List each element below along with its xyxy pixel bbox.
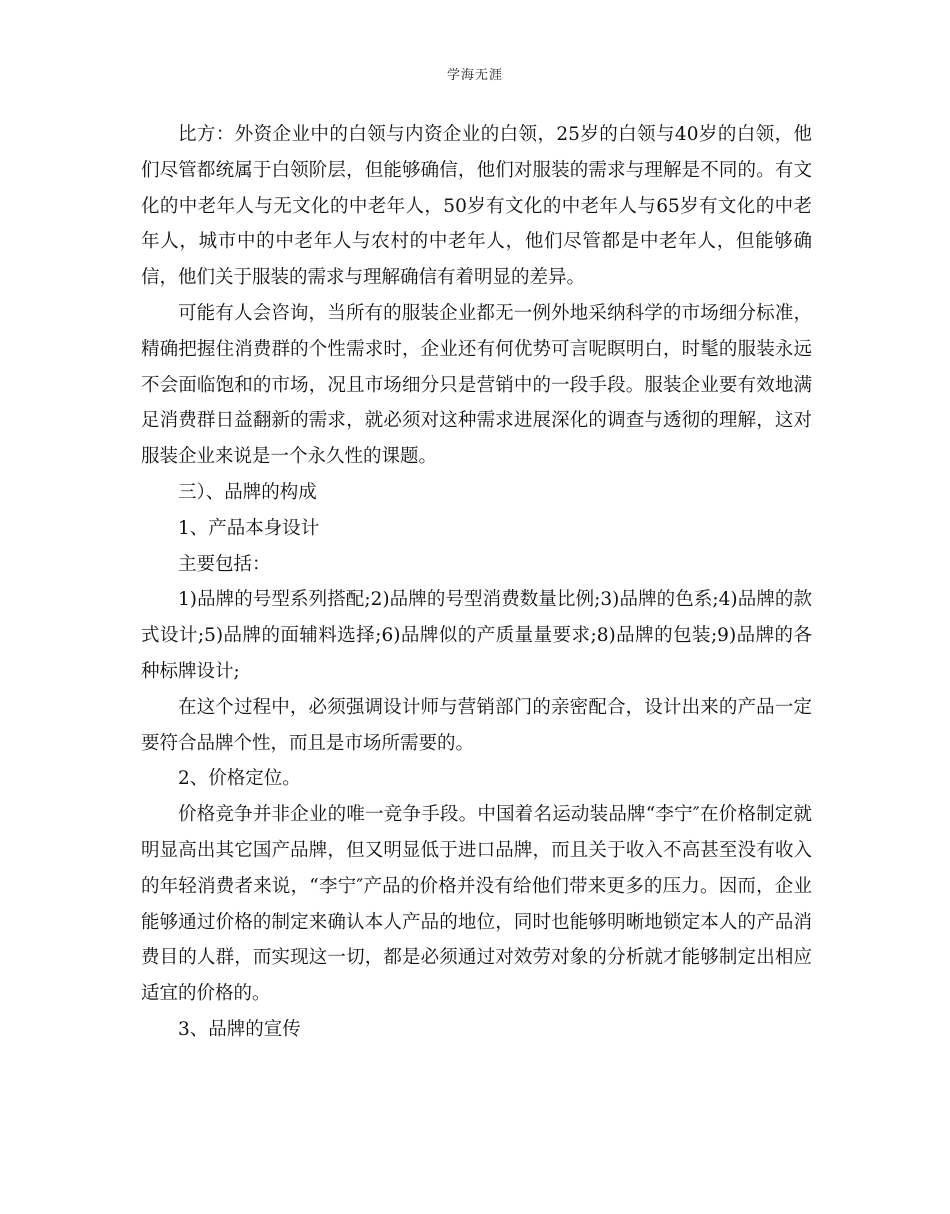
paragraph-market-segmentation: 可能有人会咨询，当所有的服装企业都无一例外地采纳科学的市场细分标准，精确把握住消费群的个性需求时，企业还有何优势可言呢瞑明白，时髦的服装永远不会面临饱和的市场，况且市场细分只是营销中的一段手段。服装企业要有效地满足消费群日益翻新的需求，就必须对这种需求进展深化的调查与透彻的理解，这对服装企业来说是一个永久性的课题。	[141, 302, 812, 468]
paragraph-price-competition: 价格竞争并非企业的唯一竞争手段。中国着名运动装品牌“李宁″在价格制定就明显高出其它国产品牌，但又明显低于进口品牌，而且关于收入不高甚至没有收入的年轻消费者来说，“李宁″产品的价格并没有给他们带来更多的压力。因而，企业能够通过价格的制定来确认本人产品的地位，同时也能够明晰地锁定本人的产品消费目的人群，而实现这一切，都是必须通过对效劳对象的分析就才能够制定出相应适宜的价格的。	[141, 804, 812, 1005]
document-body	[141, 117, 812, 1048]
paragraph-main-includes: 主要包括：	[178, 553, 271, 575]
heading-price-positioning: 2、价格定位。	[178, 768, 301, 790]
paragraph-design-list: 1)品牌的号型系列搭配;2)品牌的号型消费数量比例;3)品牌的色系;4)品牌的款式设计;5)品牌的面辅料选择;6)品牌似的产质量量要求;8)品牌的包装;9)品牌的各种标牌设计;	[141, 589, 812, 682]
heading-brand-composition: 三）、品牌的构成	[178, 481, 317, 503]
page-header: 学海无涯	[446, 68, 503, 83]
paragraph-designer-cooperation: 在这个过程中，必须强调设计师与营销部门的亲密配合，设计出来的产品一定要符合品牌个性，而且是市场所需要的。	[141, 696, 812, 754]
paragraph-white-collar-example: 比方：外资企业中的白领与内资企业的白领，25岁的白领与40岁的白领，他们尽管都统属于白领阶层，但能够确信，他们对服装的需求与理解是不同的。有文化的中老年人与无文化的中老年人，50岁有文化的中老年人与65岁有文化的中老年人，城市中的中老年人与农村的中老年人，他们尽管都是中老年人，但能够确信，他们关于服装的需求与理解确信有着明显的差异。	[141, 124, 812, 289]
heading-brand-promotion: 3、品牌的宣传	[178, 1018, 301, 1040]
heading-product-design: 1、产品本身设计	[178, 517, 320, 539]
